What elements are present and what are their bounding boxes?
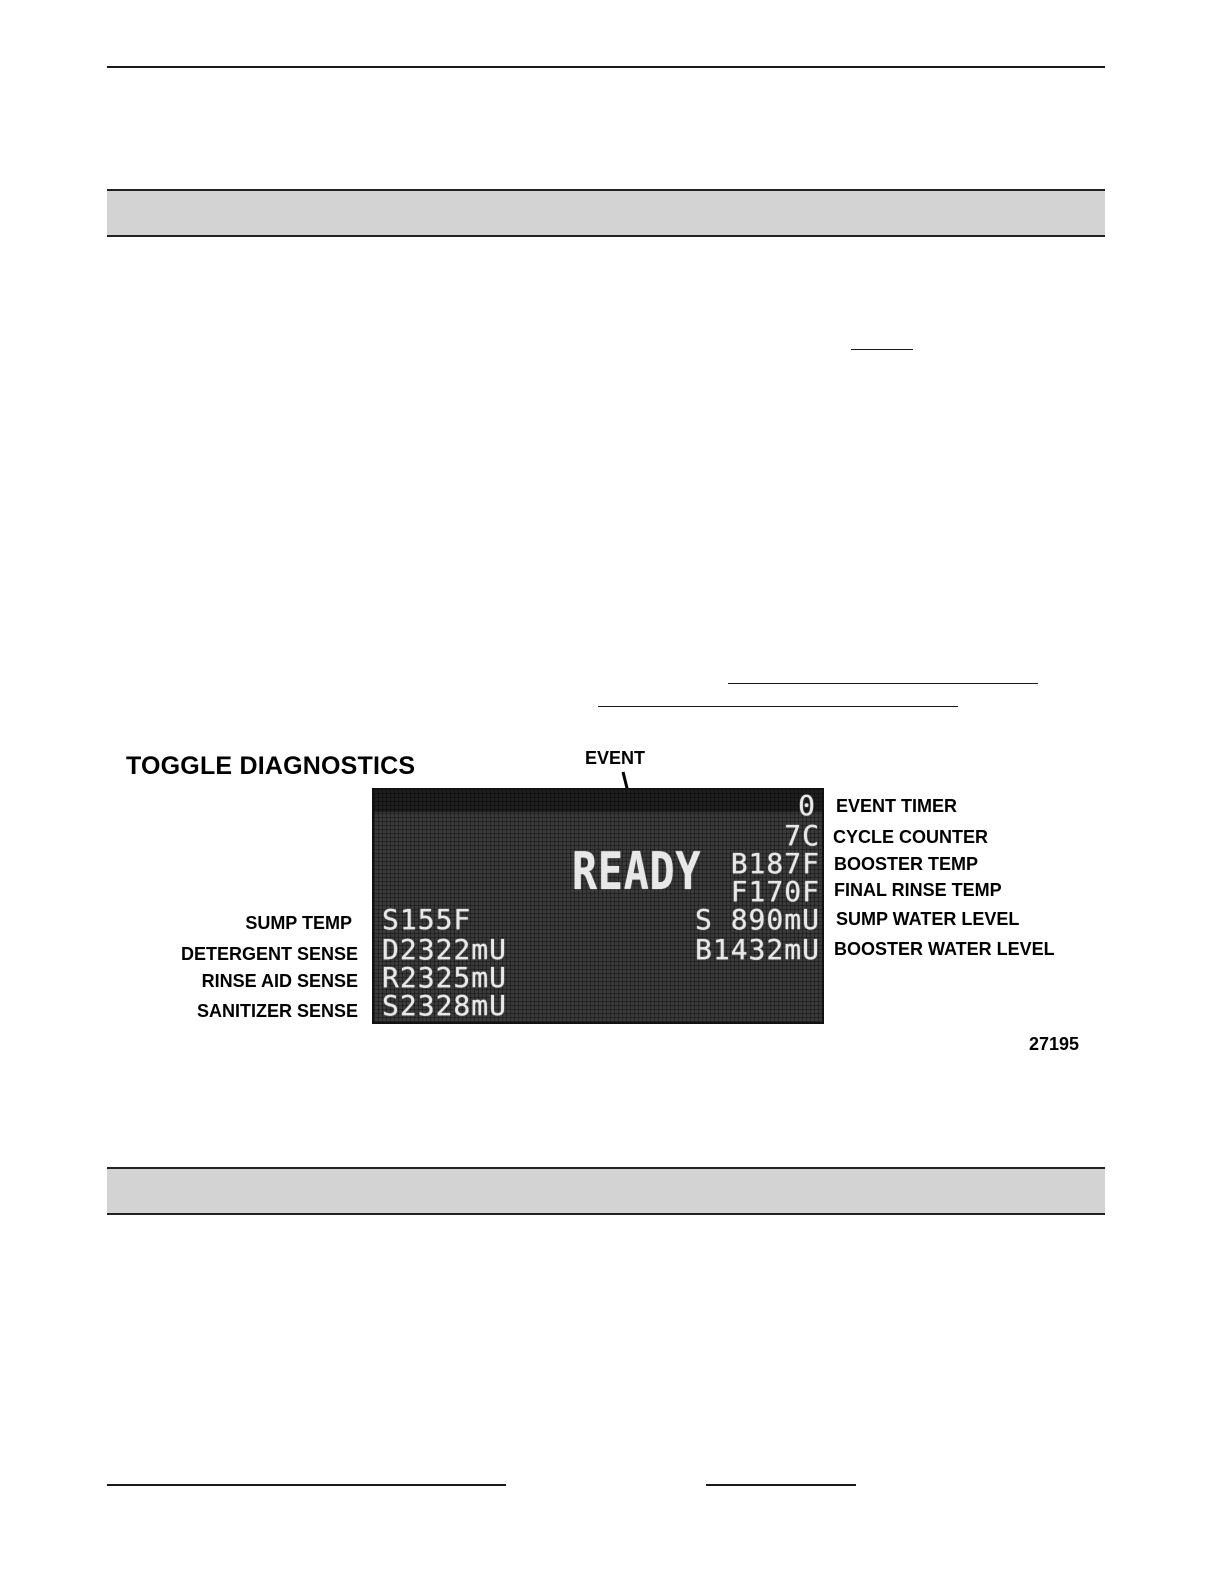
lcd-booster-water-level: B1432mU: [694, 933, 820, 966]
lcd-sump-temp: S155F: [382, 903, 472, 936]
callout-booster-water-level: BOOSTER WATER LEVEL: [834, 939, 1055, 959]
callout-event-timer: EVENT TIMER: [836, 796, 958, 816]
callout-final-rinse-temp: FINAL RINSE TEMP: [834, 880, 1002, 900]
text-underline-1: [851, 349, 913, 350]
lcd-final-rinse-temp: F170F: [730, 875, 820, 908]
section-header-band-bottom: [107, 1167, 1105, 1215]
text-underline-3: [598, 706, 958, 707]
lcd-sump-water-level: S 890mU: [694, 903, 820, 936]
lcd-sanitizer-sense: S2328mU: [382, 989, 508, 1022]
callout-detergent-sense: DETERGENT SENSE: [180, 944, 358, 964]
footer-rule-right: [706, 1484, 856, 1486]
callout-sanitizer-sense: SANITIZER SENSE: [196, 1001, 358, 1021]
lcd-detergent-sense: D2322mU: [382, 933, 508, 966]
lcd-top-band: [374, 790, 822, 812]
header-rule: [107, 66, 1105, 68]
callout-sump-water-level: SUMP WATER LEVEL: [836, 909, 1020, 929]
footer-rule-left: [107, 1484, 506, 1486]
event-label: EVENT: [585, 748, 646, 768]
lcd-cycle-counter: 7C: [784, 819, 820, 852]
callout-booster-temp: BOOSTER TEMP: [834, 854, 979, 874]
callout-cycle-counter: CYCLE COUNTER: [833, 827, 989, 847]
text-underline-2: [728, 683, 1038, 684]
figure-title: TOGGLE DIAGNOSTICS: [126, 752, 416, 780]
section-header-band-top: [107, 189, 1105, 237]
lcd-status: READY: [572, 842, 702, 902]
lcd-display-screen: [372, 788, 824, 1024]
lcd-event-timer: 0: [798, 789, 816, 822]
lcd-rinse-aid-sense: R2325mU: [382, 961, 508, 994]
callout-sump-temp: SUMP TEMP: [245, 913, 352, 933]
callout-rinse-aid-sense: RINSE AID SENSE: [201, 971, 358, 991]
lcd-booster-temp: B187F: [730, 847, 820, 880]
figure-number: 27195: [1029, 1034, 1080, 1054]
